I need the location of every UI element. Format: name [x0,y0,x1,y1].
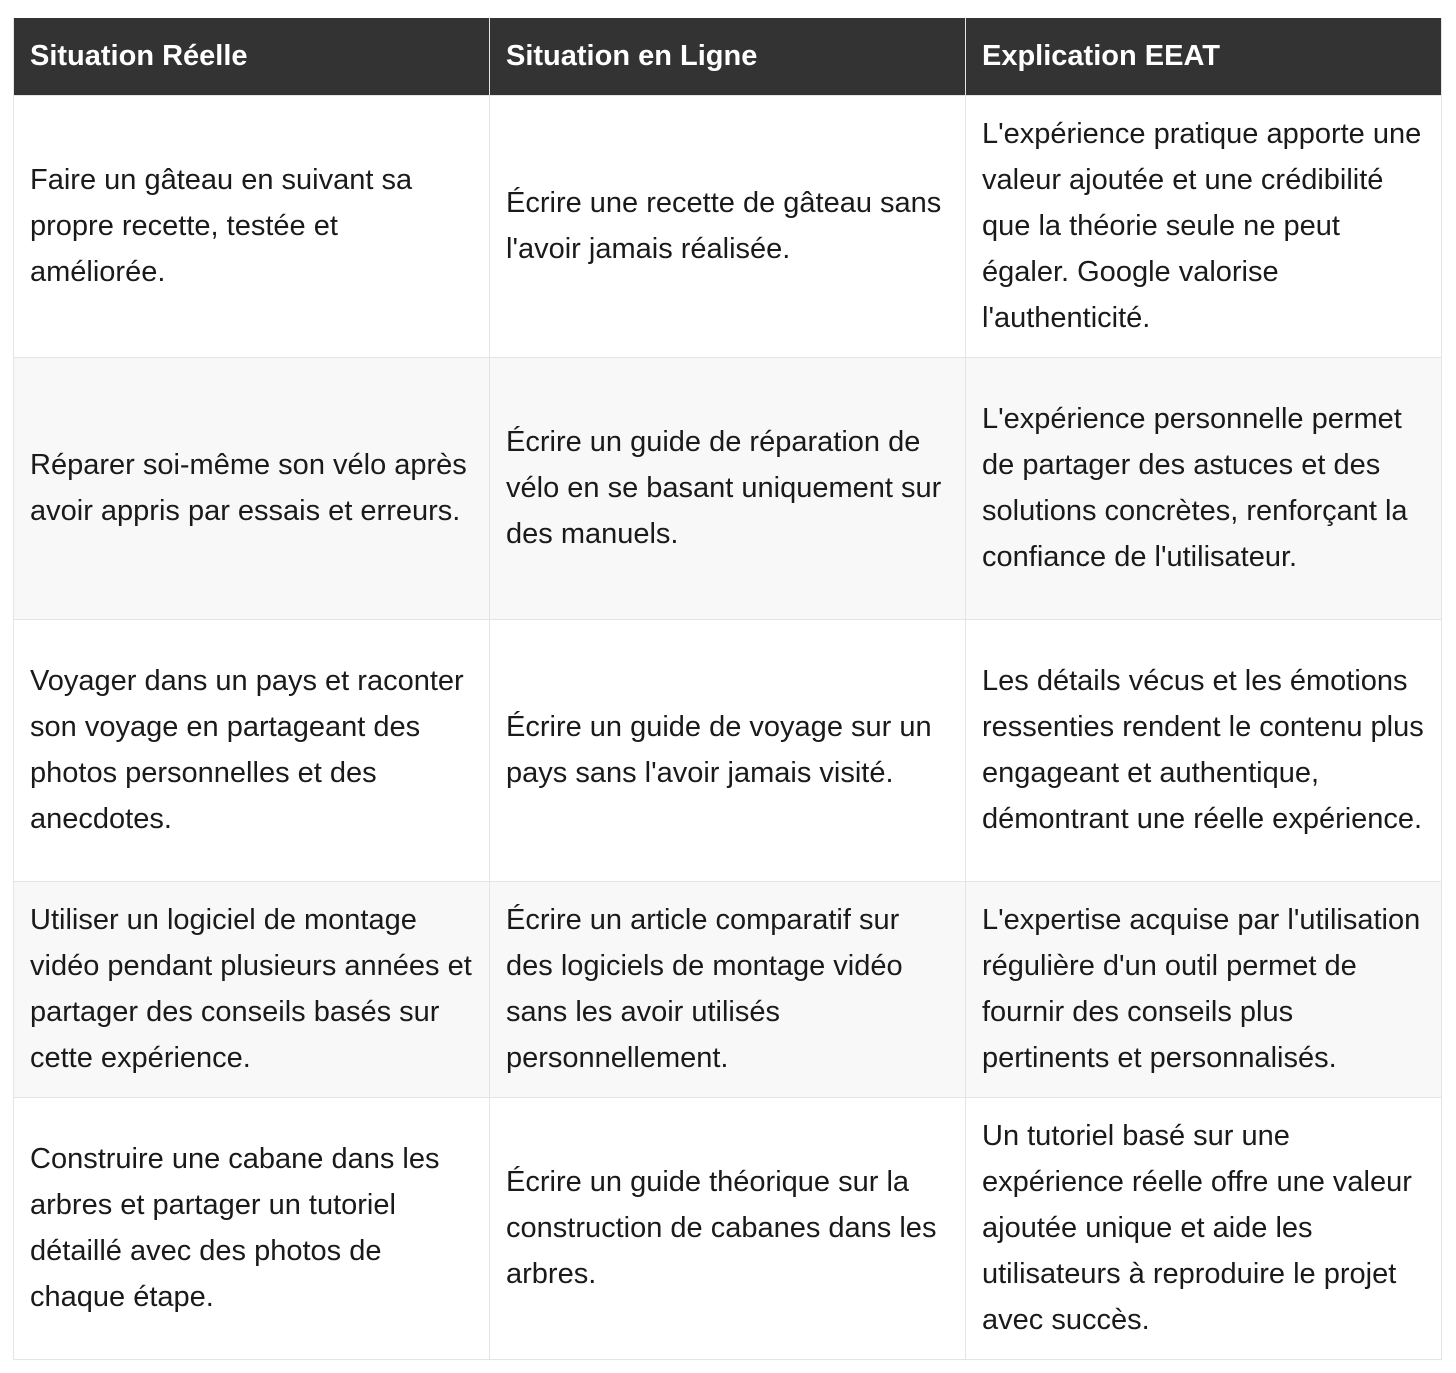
cell-situation-en-ligne: Écrire un guide de voyage sur un pays sans l'avoir jamais visité. [490,619,966,881]
header-row [14,18,1442,95]
comparison-table-container [13,18,1441,1360]
table-row [14,357,1442,619]
cell-situation-en-ligne: Écrire un guide de réparation de vélo en se basant uniquement sur des manuels. [490,357,966,619]
eeat-comparison-table [13,18,1442,1360]
cell-explication-eeat: L'expertise acquise par l'utilisation régulière d'un outil permet de fournir des conseils plus pertinents et personnalisés. [966,881,1442,1097]
cell-situation-en-ligne: Écrire un article comparatif sur des logiciels de montage vidéo sans les avoir utilisés personnellement. [490,881,966,1097]
table-body [14,95,1442,1359]
cell-situation-en-ligne: Écrire une recette de gâteau sans l'avoir jamais réalisée. [490,95,966,357]
table-row [14,95,1442,357]
table-row [14,619,1442,881]
cell-situation-reelle: Construire une cabane dans les arbres et partager un tutoriel détaillé avec des photos de chaque étape. [14,1097,490,1359]
cell-situation-reelle: Voyager dans un pays et raconter son voyage en partageant des photos personnelles et des anecdotes. [14,619,490,881]
table-row [14,1097,1442,1359]
table-row [14,881,1442,1097]
table-header [14,18,1442,95]
header-explication-eeat: Explication EEAT [966,18,1442,95]
cell-explication-eeat: L'expérience pratique apporte une valeur ajoutée et une crédibilité que la théorie seule ne peut égaler. Google valorise l'authenticité. [966,95,1442,357]
header-situation-en-ligne: Situation en Ligne [490,18,966,95]
cell-situation-en-ligne: Écrire un guide théorique sur la construction de cabanes dans les arbres. [490,1097,966,1359]
cell-situation-reelle: Réparer soi-même son vélo après avoir appris par essais et erreurs. [14,357,490,619]
cell-situation-reelle: Utiliser un logiciel de montage vidéo pendant plusieurs années et partager des conseils basés sur cette expérience. [14,881,490,1097]
cell-explication-eeat: Un tutoriel basé sur une expérience réelle offre une valeur ajoutée unique et aide les utilisateurs à reproduire le projet avec succès. [966,1097,1442,1359]
cell-explication-eeat: L'expérience personnelle permet de partager des astuces et des solutions concrètes, renforçant la confiance de l'utilisateur. [966,357,1442,619]
cell-explication-eeat: Les détails vécus et les émotions ressenties rendent le contenu plus engageant et authentique, démontrant une réelle expérience. [966,619,1442,881]
header-situation-reelle: Situation Réelle [14,18,490,95]
cell-situation-reelle: Faire un gâteau en suivant sa propre recette, testée et améliorée. [14,95,490,357]
